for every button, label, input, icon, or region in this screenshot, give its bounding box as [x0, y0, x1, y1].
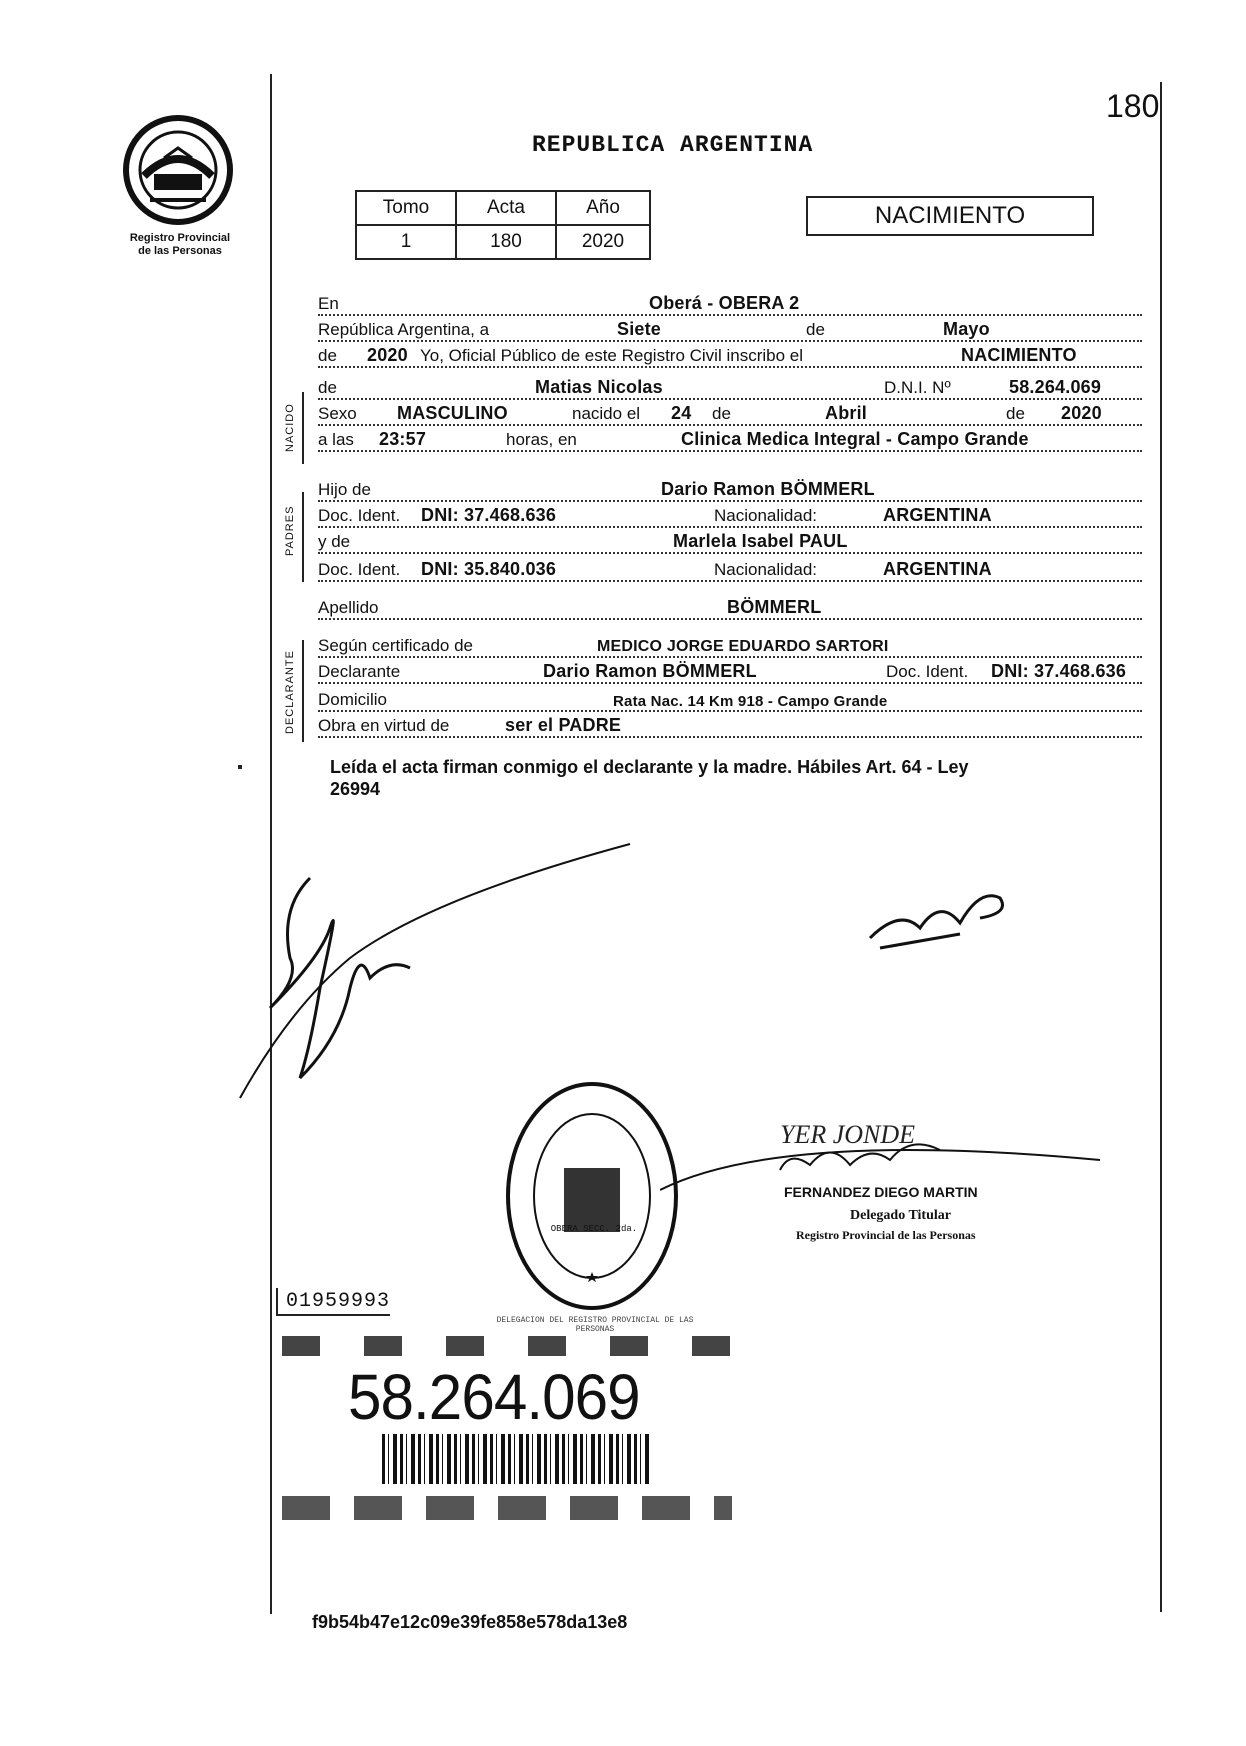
big-id-number: 58.264.069 — [348, 1361, 640, 1433]
act-type-value: NACIMIENTO — [958, 345, 1080, 366]
domicilio-value: Rata Nac. 14 Km 918 - Campo Grande — [610, 693, 890, 710]
official-signature-text: YER JONDE — [780, 1120, 916, 1149]
watermark-strip-top — [282, 1336, 732, 1356]
serial-box — [276, 1288, 390, 1316]
time-value: 23:57 — [376, 429, 429, 450]
nacido-bracket — [302, 392, 304, 464]
republica-label: República Argentina, a — [318, 320, 492, 340]
nacido-el-label: nacido el — [572, 404, 643, 424]
de3-label: de — [318, 378, 340, 398]
sexo-value: MASCULINO — [394, 403, 511, 424]
cert-value: MEDICO JORGE EDUARDO SARTORI — [594, 638, 892, 656]
acta-value: 180 — [456, 225, 556, 259]
birth-day: 24 — [668, 403, 694, 424]
registry-caption-line1: Registro Provincial — [129, 232, 231, 244]
father-doc: DNI: 37.468.636 — [418, 505, 559, 526]
place-value: Oberá - OBERA 2 — [646, 293, 802, 314]
row-domicilio — [318, 690, 1142, 716]
tomo-value: 1 — [356, 225, 456, 259]
hijo-label: Hijo de — [318, 480, 374, 500]
tomo-acta-anio-table — [355, 190, 651, 260]
act-type-box: NACIMIENTO — [806, 196, 1094, 236]
declarante-bracket — [302, 640, 304, 742]
doc-label: Doc. Ident. — [318, 506, 403, 526]
declarant-doc: DNI: 37.468.636 — [988, 661, 1129, 682]
nacido-side-label: NACIDO — [284, 403, 296, 452]
dni-value: 58.264.069 — [1006, 377, 1104, 398]
row-names — [318, 378, 1142, 404]
margin-dot — [238, 765, 242, 769]
closing-line-2: 26994 — [330, 779, 381, 799]
padres-side-label: PADRES — [284, 505, 296, 556]
row-declarant — [318, 662, 1142, 688]
row-father-doc — [318, 506, 1142, 532]
row-mother-doc — [318, 560, 1142, 586]
birth-year: 2020 — [1058, 403, 1105, 424]
day-word: Siete — [614, 319, 664, 340]
names-value: Matias Nicolas — [532, 377, 666, 398]
row-father — [318, 480, 1142, 506]
row-sexo — [318, 404, 1142, 430]
padres-bracket — [302, 492, 304, 582]
nac2-label: Nacionalidad: — [714, 560, 820, 580]
page-number: 180 — [1106, 88, 1160, 124]
yde-label: y de — [318, 532, 353, 552]
registry-caption — [100, 232, 260, 258]
anio-header: Año — [556, 191, 650, 225]
obra-value: ser el PADRE — [502, 715, 624, 736]
father-nat: ARGENTINA — [880, 505, 995, 526]
year-value: 2020 — [364, 345, 411, 366]
official-name: FERNANDEZ DIEGO MARTIN — [784, 1184, 978, 1200]
dom-label: Domicilio — [318, 690, 390, 710]
sexo-label: Sexo — [318, 404, 360, 424]
official-title: Delegado Titular — [850, 1208, 951, 1223]
row-cert — [318, 636, 1142, 662]
mother-nat: ARGENTINA — [880, 559, 995, 580]
closing-text — [330, 756, 969, 800]
cert-label: Según certificado de — [318, 636, 476, 656]
nac-label: Nacionalidad: — [714, 506, 820, 526]
month-word: Mayo — [940, 319, 993, 340]
de5-label: de — [1006, 404, 1028, 424]
row-mother — [318, 532, 1142, 558]
alas-label: a las — [318, 430, 357, 450]
row-year-inscribe — [318, 346, 1142, 372]
decl-doc-label: Doc. Ident. — [886, 662, 971, 682]
registry-caption-line2: de las Personas — [138, 245, 222, 257]
en-label: En — [318, 294, 342, 314]
row-obra — [318, 716, 1142, 742]
inscribe-text: Yo, Oficial Público de este Registro Civil inscribo el — [420, 346, 806, 366]
dni-label: D.N.I. Nº — [884, 378, 954, 398]
obra-label: Obra en virtud de — [318, 716, 452, 736]
provincial-seal-icon — [120, 112, 236, 228]
de4-label: de — [712, 404, 734, 424]
declarante-side-label: DECLARANTE — [284, 650, 296, 734]
mother-doc: DNI: 35.840.036 — [418, 559, 559, 580]
mother-name: Marlela Isabel PAUL — [670, 531, 851, 552]
stamp-ring-text: DELEGACION DEL REGISTRO PROVINCIAL DE LAS PERSONAS — [496, 1316, 694, 1334]
de2-label: de — [318, 346, 340, 366]
father-name: Dario Ramon BÖMMERL — [658, 479, 878, 500]
registry-stamp-icon — [500, 1076, 684, 1316]
country-title: REPUBLICA ARGENTINA — [532, 132, 814, 158]
row-en — [318, 294, 1142, 320]
document-hash: f9b54b47e12c09e39fe858e578da13e8 — [312, 1612, 628, 1632]
declarant-name: Dario Ramon BÖMMERL — [540, 661, 760, 682]
doc2-label: Doc. Ident. — [318, 560, 403, 580]
apellido-value: BÖMMERL — [724, 597, 824, 618]
row-republica — [318, 320, 1142, 346]
horas-label: horas, en — [506, 430, 580, 450]
apellido-label: Apellido — [318, 598, 382, 618]
birth-month: Abril — [822, 403, 870, 424]
stamp-inner-text: OBERA SECC. 2da. — [550, 1224, 638, 1234]
row-time-place — [318, 430, 1142, 456]
row-apellido — [318, 598, 1142, 624]
watermark-strip-bottom — [282, 1496, 732, 1520]
de-label: de — [806, 320, 828, 340]
decl-label: Declarante — [318, 662, 403, 682]
mother-signature-icon — [860, 878, 1020, 958]
barcode — [382, 1434, 652, 1484]
acta-header: Acta — [456, 191, 556, 225]
birth-place: Clinica Medica Integral - Campo Grande — [678, 429, 1032, 450]
right-border-line — [1160, 82, 1162, 1612]
closing-line-1: Leída el acta firman conmigo el declarante y la madre. Hábiles Art. 64 - Ley — [330, 757, 969, 777]
anio-value: 2020 — [556, 225, 650, 259]
serial-number: 01959993 — [286, 1290, 391, 1313]
tomo-header: Tomo — [356, 191, 456, 225]
official-registry: Registro Provincial de las Personas — [796, 1228, 976, 1242]
